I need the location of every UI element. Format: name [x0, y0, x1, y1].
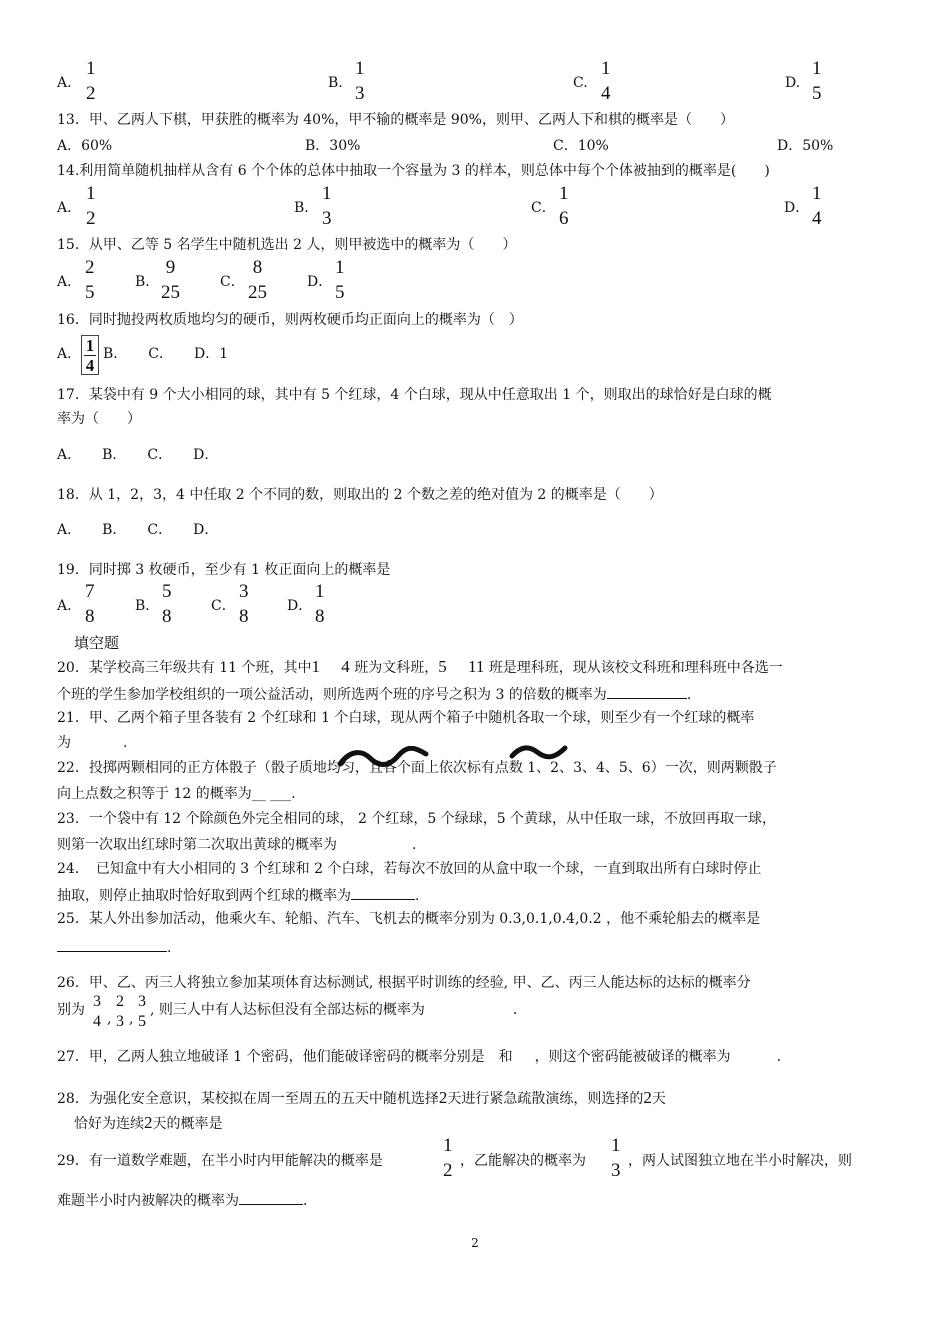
q24-question-line2	[57, 885, 419, 905]
q26-text-b-inner: , 则三人中有人达标但没有全部达标的概率为	[150, 1002, 425, 1018]
fraction-numerator: 1	[611, 1135, 621, 1156]
fraction-denominator: 8	[315, 606, 325, 627]
fraction-denominator: 5	[85, 282, 95, 303]
q17-question-line2: 率为（ ）	[57, 411, 141, 427]
q26-text-a: 别为	[57, 1002, 85, 1018]
q25-question-line1: 25．某人外出参加活动，他乘火车、轮船、汽车、飞机去的概率分别为 0.3,0.1,0.4,0.2 ，他不乘轮船去的概率是	[57, 911, 761, 927]
fraction-numerator: 3	[93, 993, 101, 1010]
q19-option-b-fraction	[162, 580, 172, 629]
q21-question-line2	[57, 734, 127, 752]
q18-question: 18．从 1，2，3，4 中任取 2 个不同的数，则取出的 2 个数之差的绝对值为 2 的概率是（ ）	[57, 487, 663, 503]
q14-option-b-fraction	[322, 182, 332, 231]
q27-text-a: 27．甲，乙两人独立地破译 1 个密码，他们能破译密码的概率分别是	[57, 1049, 485, 1065]
q26-fraction-3	[138, 992, 146, 1031]
q28-text-line2-a: 恰好为连续	[74, 1116, 144, 1132]
q20-range-science: 5 11	[438, 657, 485, 676]
q19-option-b-label: B．	[135, 598, 160, 614]
q27-text-b: 和	[498, 1049, 513, 1065]
q28-question-line2	[74, 1114, 223, 1133]
fraction-denominator: 4	[812, 208, 822, 229]
q29-question-line2	[57, 1190, 307, 1210]
fraction-numerator: 1	[86, 183, 96, 204]
q28-text-line2-b: 天的概率是	[152, 1116, 223, 1132]
q20-question-line2	[57, 684, 691, 704]
q26-text-b	[150, 1001, 517, 1019]
q19-option-a-fraction	[85, 580, 95, 629]
q13-option-b: B．30%	[305, 138, 361, 154]
q26-question-line1: 26．甲、乙、丙三人将独立参加某项体育达标测试, 根据平时训练的经验, 甲、乙、丙三人能达标的达标的概率分	[57, 975, 751, 991]
q26-fraction-2	[116, 992, 124, 1031]
q15-option-c-label: C．	[220, 274, 245, 290]
fraction-denominator: 5	[812, 83, 822, 104]
q13-question: 13．甲、乙两人下棋，甲获胜的概率为 40%，甲不输的概率是 90%，则甲、乙两人下和棋的概率是（ ）	[57, 112, 734, 128]
q20-text-c: 班为文科班，	[354, 660, 439, 676]
squiggle-mark-icon	[509, 742, 569, 766]
q19-option-a-label: A．	[57, 598, 82, 614]
q12-option-b-label: B.	[328, 75, 343, 91]
fraction-denominator: 3	[611, 1160, 621, 1181]
fraction-numerator: 8	[252, 257, 263, 278]
q27-text-c: ，则这个密码能被破译的概率为	[534, 1049, 731, 1065]
fraction-denominator: 3	[322, 208, 332, 229]
q22-question-line1: 22．投掷两颗相同的正方体骰子（骰子质地均匀，且各个面上依次标有点数 1、2、3、4、5、6）一次，则两颗骰子	[57, 760, 777, 776]
fraction-numerator: 2	[116, 993, 124, 1010]
q29-text-c: ，两人试图独立地在半小时解决，则	[628, 1153, 852, 1169]
q29-text-b: ，乙能解决的概率为	[460, 1153, 586, 1169]
q12-option-b-fraction	[355, 57, 365, 106]
q20-text-a: 20．某学校高三年级共有 11 个班，其中	[57, 660, 312, 676]
fraction-numerator: 9	[165, 257, 176, 278]
q20-end: .	[686, 687, 692, 703]
q22-end: .	[291, 786, 296, 802]
answer-blank[interactable]: __ ___	[251, 786, 292, 802]
q19-question: 19．同时掷 3 枚硬币，至少有 1 枚正面向上的概率是	[57, 562, 391, 578]
q20-range-arts: 1 4	[311, 657, 350, 676]
q25-question-line2	[57, 937, 171, 957]
q20-text-e: 班是理科班，现从该校文科班和理科班中各选一	[488, 660, 783, 676]
q22-text-line2: 向上点数之积等于 12 的概率为	[57, 786, 252, 802]
q26-fraction-1	[93, 992, 101, 1031]
q13-option-c: C．10%	[553, 138, 609, 154]
q26-separator: ,	[107, 1011, 112, 1027]
q28-number: 2	[438, 1088, 448, 1107]
fraction-numerator: 1	[443, 1135, 453, 1156]
fraction-numerator: 1	[315, 581, 325, 602]
q23-end: .	[412, 837, 417, 853]
fraction-denominator: 4	[93, 1013, 101, 1030]
q28-text-a: 28．为强化安全意识，某校拟在周一至周五的五天中随机选择	[57, 1091, 439, 1107]
q20-question-line1	[57, 658, 783, 677]
q14-option-d-label: D．	[784, 200, 810, 216]
q14-question: 14.利用简单随机抽样从含有 6 个个体的总体中抽取一个容量为 3 的样本，则总体中每个个体被抽到的概率是( )	[57, 163, 770, 179]
fraction-denominator: 3	[355, 83, 365, 104]
q12-option-d-label: D.	[785, 75, 801, 91]
fraction-numerator: 1	[355, 58, 365, 79]
q24-text-line2: 抽取，则停止抽取时恰好取到两个红球的概率为	[57, 888, 351, 904]
q14-option-c-label: C．	[531, 200, 556, 216]
q29-text-line2: 难题半小时内被解决的概率为	[57, 1193, 239, 1209]
q15-question: 15．从甲、乙等 5 名学生中随机选出 2 人，则甲被选中的概率为（ ）	[57, 237, 517, 253]
page-number: 2	[471, 1236, 479, 1250]
fraction-denominator: 6	[559, 208, 569, 229]
q14-option-a-label: A．	[57, 200, 82, 216]
q24-end: .	[415, 888, 420, 904]
q19-option-c-fraction	[239, 580, 249, 629]
fraction-numerator: 1	[335, 257, 345, 278]
q29-fraction-1	[443, 1134, 453, 1183]
fraction-denominator: 3	[116, 1013, 124, 1030]
fraction-numerator: 3	[138, 993, 146, 1010]
q28-question-line1	[57, 1089, 666, 1108]
fraction-denominator: 4	[85, 355, 95, 375]
q14-option-a-fraction	[86, 182, 96, 231]
q13-option-a: A．60%	[57, 138, 113, 154]
q12-option-a-fraction	[86, 57, 96, 106]
q23-question-line2	[57, 836, 416, 854]
q27-question	[57, 1048, 781, 1066]
fraction-numerator: 5	[162, 581, 172, 602]
q29-end: .	[303, 1193, 308, 1209]
fraction-denominator: 4	[601, 83, 611, 104]
q14-option-b-label: B．	[294, 200, 319, 216]
q22-question-line2	[57, 785, 296, 803]
q15-option-a-label: A．	[57, 274, 82, 290]
q13-option-d: D．50%	[777, 138, 834, 154]
q23-text-line2: 则第一次取出红球时第二次取出黄球的概率为	[57, 837, 337, 853]
q28-number: 2	[144, 1113, 153, 1132]
q28-text-b: 天进行紧急疏散演练，则选择的	[447, 1091, 644, 1107]
fraction-numerator: 3	[239, 581, 249, 602]
q17-question-line1: 17．某袋中有 9 个大小相同的球，其中有 5 个红球，4 个白球，现从中任意取出 1 个，则取出的球恰好是白球的概	[57, 387, 772, 403]
q14-option-d-fraction	[812, 182, 822, 231]
q15-option-c-fraction	[248, 256, 267, 305]
fraction-denominator: 25	[161, 282, 180, 303]
q19-option-d-label: D．	[287, 598, 313, 614]
q15-option-b-label: B．	[135, 274, 160, 290]
answer-blank[interactable]	[57, 937, 167, 952]
q17-options: A． B． C． D．	[57, 447, 219, 463]
fraction-denominator: 8	[162, 606, 172, 627]
fraction-numerator: 1	[812, 58, 822, 79]
q27-end: .	[776, 1049, 782, 1065]
answer-blank[interactable]	[351, 885, 415, 900]
q18-options: A． B． C． D．	[57, 522, 219, 538]
q15-option-b-fraction	[161, 256, 180, 305]
fraction-denominator: 2	[443, 1160, 453, 1181]
q29-text-a: 29．有一道数学难题，在半小时内甲能解决的概率是	[57, 1153, 383, 1169]
answer-blank[interactable]	[607, 684, 687, 699]
q28-text-c: 天	[651, 1091, 666, 1107]
q21-question-line1: 21．甲、乙两个箱子里各装有 2 个红球和 1 个白球，现从两个箱子中随机各取一个球，则至少有一个红球的概率	[57, 710, 755, 726]
q29-fraction-2	[611, 1134, 621, 1183]
fraction-denominator: 2	[86, 208, 96, 229]
section-title-fill-in: 填空题	[74, 634, 120, 652]
fraction-numerator: 1	[322, 183, 332, 204]
q16-question: 16．同时抛投两枚质地均匀的硬币，则两枚硬币均正面向上的概率为（ ）	[57, 312, 523, 328]
fraction-denominator: 5	[138, 1013, 146, 1030]
q25-end: .	[167, 940, 172, 956]
fraction-denominator: 8	[85, 606, 95, 627]
q19-option-d-fraction	[315, 580, 325, 629]
q16-option-a-fraction	[81, 335, 99, 375]
fraction-numerator: 1	[86, 58, 96, 79]
q21-end: .	[123, 735, 128, 751]
fraction-denominator: 5	[335, 282, 345, 303]
q16-option-a-label: A．	[57, 346, 82, 362]
q12-option-c-label: C.	[573, 75, 588, 91]
squiggle-mark-icon	[336, 746, 430, 772]
q19-option-c-label: C．	[211, 598, 236, 614]
fraction-denominator: 8	[239, 606, 249, 627]
fraction-numerator: 1	[559, 183, 569, 204]
q26-end: .	[512, 1002, 518, 1018]
fraction-denominator: 2	[86, 83, 96, 104]
q16-other-options: B． C． D．1	[103, 346, 229, 362]
q26-separator: ,	[129, 1011, 134, 1027]
answer-blank[interactable]	[239, 1190, 303, 1205]
q21-text-line2: 为	[57, 735, 71, 751]
q15-option-d-fraction	[335, 256, 345, 305]
fraction-numerator: 1	[812, 183, 822, 204]
q12-option-d-fraction	[812, 57, 822, 106]
q28-number: 2	[643, 1088, 652, 1107]
fraction-numerator: 1	[85, 335, 95, 355]
fraction-numerator: 2	[85, 257, 95, 278]
q14-option-c-fraction	[559, 182, 569, 231]
q12-option-c-fraction	[601, 57, 611, 106]
fraction-numerator: 1	[601, 58, 611, 79]
q24-question-line1: 24． 已知盒中有大小相同的 3 个红球和 2 个白球，若每次不放回的从盒中取一个球，一直到取出所有白球时停止	[57, 861, 762, 877]
fraction-denominator: 25	[248, 282, 267, 303]
fraction-numerator: 7	[85, 581, 95, 602]
q23-question-line1: 23．一个袋中有 12 个除颜色外完全相同的球， 2 个红球，5 个绿球，5 个黄球，从中任取一球，不放回再取一球，	[57, 811, 777, 827]
q15-option-d-label: D．	[307, 274, 333, 290]
q15-option-a-fraction	[85, 256, 95, 305]
q12-option-a-label: A.	[57, 75, 72, 91]
q20-text-line2: 个班的学生参加学校组织的一项公益活动，则所选两个班的序号之积为 3 的倍数的概率为	[57, 687, 607, 703]
